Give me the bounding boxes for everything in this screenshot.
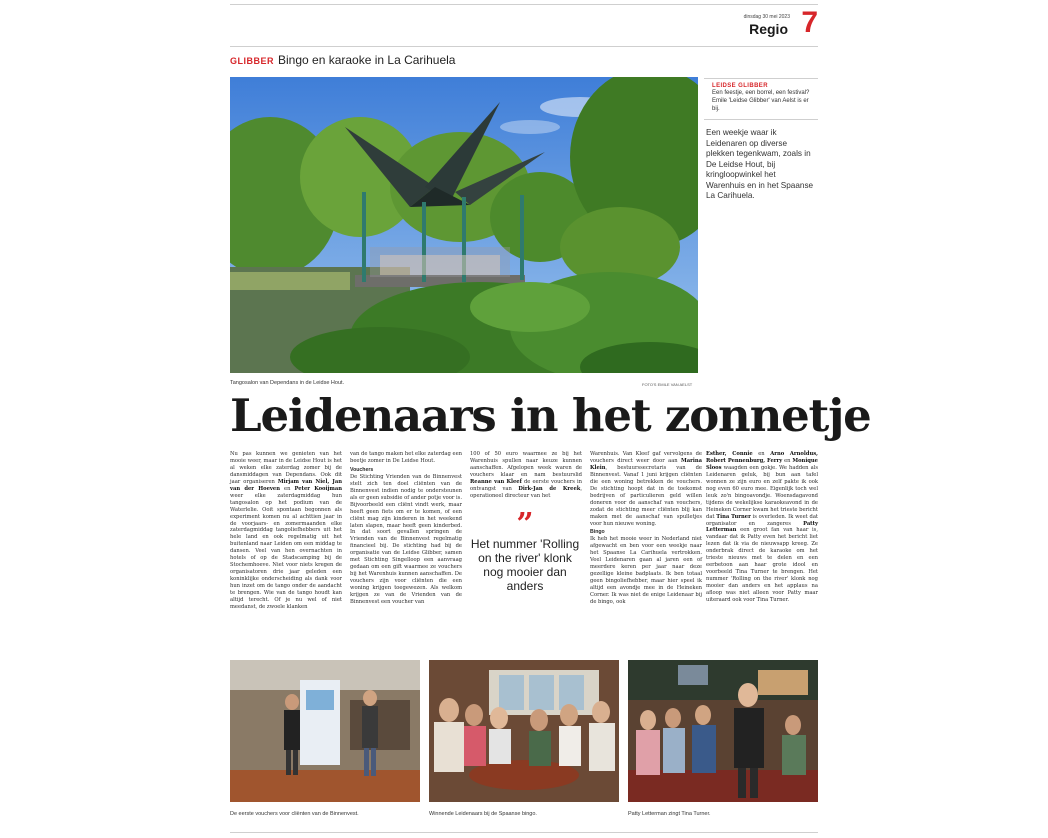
intro-text: Een weekje waar ik Leidenaren op diverse plekken tegenkwam, zoals in De Leidse Hout, bij kringloopwinkel het Warenhuis en in het Spaanse La Carihuela. xyxy=(706,128,814,200)
header-rule xyxy=(230,46,818,47)
sidebar-rule xyxy=(704,78,818,79)
bottom-rule xyxy=(230,832,818,833)
subhead-bingo: Bingo xyxy=(590,529,605,536)
photo-caption-1: De eerste vouchers voor cliënten van de Binnenvest. xyxy=(230,811,359,817)
photo-bingo xyxy=(429,660,619,802)
pull-quote xyxy=(470,507,580,593)
vouchers-photo-illustration xyxy=(230,660,420,802)
karaoke-photo-illustration xyxy=(628,660,818,802)
pavilion-illustration xyxy=(230,77,698,373)
hero-photo xyxy=(230,77,698,373)
sidebar-label: LEIDSE GLIBBER xyxy=(712,83,768,89)
headline: Leidenaars in het zonnetje xyxy=(230,389,871,442)
photo-vouchers xyxy=(230,660,420,802)
pull-quote-text: Het nummer 'Rolling on the river' klonk nog mooier dan anders xyxy=(470,537,580,593)
issue-date: dinsdag 30 mei 2023 xyxy=(743,14,790,20)
photo-caption-3: Patty Letterman zingt Tina Turner. xyxy=(628,811,711,817)
page-number: 7 xyxy=(801,6,818,39)
photo-karaoke xyxy=(628,660,818,802)
bingo-photo-illustration xyxy=(429,660,619,802)
kicker-label: GLIBBER xyxy=(230,56,274,66)
newspaper-page xyxy=(230,0,871,838)
column-kicker xyxy=(230,53,455,67)
section-title: Regio xyxy=(749,21,788,37)
hero-caption: Tangosalon van Dependans in de Leidse Hout. xyxy=(230,380,345,386)
sidebar-text: Een feestje, een borrel, een festival? Emile 'Leidse Glibber' van Aelst is er bij. xyxy=(712,90,810,112)
top-rule xyxy=(230,4,818,5)
subhead-vouchers: Vouchers xyxy=(350,466,374,473)
quote-mark-icon: ” xyxy=(516,507,534,542)
photo-credit: FOTO'S EMILE VAN AELST xyxy=(642,382,693,387)
body-column-4: Warenhuis. Van Kleef gaf vervolgens de vouchers direct weer door aan Marina Klein, bestuurssecretaris van de Binnenvest. Vanaf 1 juni krijgen cliënten die een woning betrekken de vouchers. De stichting hoopt dat in de toekomst bedrijven of particulieren geld willen doneren voor de aanschaf van vouchers, zodat de stichting meer cliënten blij kan maken met de aanschaf van spulletjes voor hun nieuwe woning. Bingo Ik heb het mooie weer in Nederland niet afgewacht en ben voor een weekje naar het Spaanse La Carihuela vertrokken. Veel Leidenaren gaan al jaren een of meerdere keren per jaar naar deze gezellige kleine badplaats. Ik ben totaal geen bingoliefhebber, maar hier speel ik altijd een avondje mee in de Heineken Corner. Ik was niet de enige Leidenaar bij de bingo, ook xyxy=(590,451,702,606)
body-column-5: Esther, Connie en Arno Arnoldus, Robert Pennenburg, Ferry en Monique Sloos waagden een gokje. We hadden als Leidenaren geluk, bij bun aan tafel wonnen ze zijn euro en zelf pakte ik ook nog even 60 euro mee. Eigenlijk toch wel leuk zo'n bingoavondje. Woensdagavond tijdens de wekelijkse karaokeavond in de Heineken Corner kwam het trieste bericht dat Tina Turner is overleden. Ik weet dat organisator en zangeres Patty Letterman een groot fan van haar is, vandaar dat ik Patty even het bericht liet lezen dat ik via de nieuwsapp kreeg. Ze onderbrak direct de karaoke om het trieste nieuws met te delen en een eerbetoon aan haar grote idool en voorbeeld Tina Turner te brengen. Het nummer 'Rolling on the river' klonk nog mooier dan anders en het applaus na afloop was niet alleen voor Patty maar uiteraard ook voor Tina Turner. xyxy=(706,451,819,604)
sidebar-rule-bottom xyxy=(704,119,818,120)
photo-caption-2: Winnende Leidenaars bij de Spaanse bingo. xyxy=(429,811,537,817)
body-column-1: Nu pas kunnen we genieten van het mooie weer, maar in de Leidse Hout is het al weken elke zaterdag zomer bij de dansmiddagen van Dependans. Ook dit jaar organiseren Mirjam van Niel, Jan van der Hoeven en Peter Kooijman weer elke zaterdagmiddag hun tangosalon op het podium van de Waterlelie. Ooit spontaan begonnen als experiment komen nu al achttien jaar in de voorjaars- en zomermaanden elke zaterdagmiddag tangoliefhebbers uit het hele land en ook regelmatig uit het buitenland naar Leiden om een middag te dansen. Veel van hen overnachten in hotels of op de Stadscamping bij de Stochemhoeve. Niet voor niets kregen de organisatoren drie jaar geleden een koninklijke onderscheiding als dank voor hun inzet om de tango onder de aandacht te brengen. Wie van de tango houdt kan altijd terecht. Of je nu wel of niet meedanst, de zwoele klanken xyxy=(230,451,342,610)
body-column-3: 100 of 50 euro waarmee ze bij het Warenhuis spullen naar keuze kunnen aanschaffen. Afgelopen week waren de vouchers klaar en nam bestuurslid Reanne van Kleef de eerste vouchers in ontvangst van Dirk-Jan de Kreek, operationeel directeur van het xyxy=(470,451,583,499)
body-column-2: van de tango maken het elke zaterdag een beetje zomer in De Leidse Hout. Vouchers De Stichting Vrienden van de Binnenvest stelt zich ten doel cliënten van de Binnenvest indien nodig te ondersteunen als er geen subsidie of ander potje voor is. Bijvoorbeeld een cliënt vindt werk, maar heeft geen fiets om er te komen, of een cliënt mag zijn kinderen in het weekend laten slapen, maar heeft geen kinderbed. In dat soort gevallen springen de Vrienden van de Binnenvest regelmatig financieel bij. De stichting had bij de organisatie van de Leidse Glibber, samen met Stichting Singelloop een aanvraag gedaan om een gift waarmee ze vouchers bij het Warenhuis kunnen aanschaffen. De vouchers zijn voor cliënten die een woning krijgen toegewezen. Als welkom krijgen ze van de Vrienden van de Binnenvest een voucher van xyxy=(350,451,462,606)
kicker-title: Bingo en karaoke in La Carihuela xyxy=(278,53,456,67)
